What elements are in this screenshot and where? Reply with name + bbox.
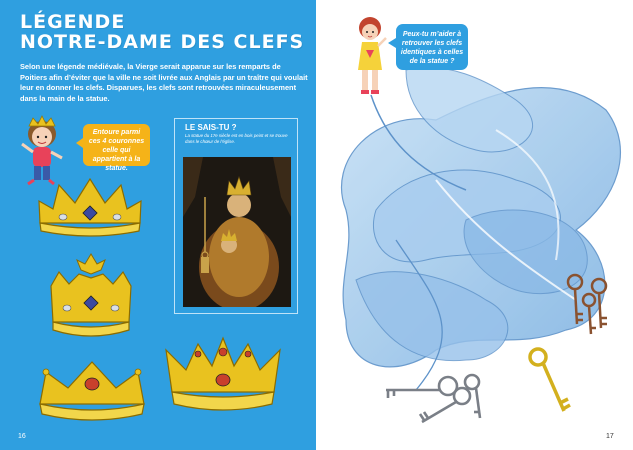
page-number-right: 17 — [606, 433, 614, 440]
crown-2-illustration[interactable] — [45, 252, 137, 340]
left-page — [0, 0, 316, 450]
crown-3-illustration[interactable] — [36, 358, 148, 424]
page-number-left: 16 — [18, 433, 26, 440]
intro-text: Selon une légende médiévale, la Vierge serait apparue sur les remparts de Poitiers afin d’éviter que la ville ne soit livrée aux Anglais par un traître qui voulait leur en donner les clefs. Disparues, les clefs sont retrouvées miraculeusement dans la main de la statue. — [20, 62, 308, 103]
statue-photo — [183, 157, 291, 307]
crown-1-illustration[interactable] — [35, 175, 145, 237]
girl-character-right-illustration — [352, 14, 392, 100]
golden-key-illustration[interactable] — [526, 345, 576, 425]
instruction-bubble-keys: Peux-tu m’aider à retrouver les clefs identiques à celles de la statue ? — [396, 24, 468, 70]
instruction-bubble-crowns: Entoure parmi ces 4 couronnes celle qui appartient à la statue. — [83, 124, 150, 166]
did-you-know-title: LE SAIS-TU ? — [185, 123, 237, 132]
page-title — [20, 12, 304, 52]
title-line-1: LÉGENDE — [20, 11, 126, 33]
did-you-know-text: La statue du 17e siècle est en bois peint et se trouve dans le chœur de l’église. — [185, 133, 288, 144]
right-page — [316, 0, 633, 450]
did-you-know-box — [174, 118, 298, 314]
keys-group-right-illustration[interactable] — [561, 270, 621, 340]
crown-4-illustration[interactable] — [162, 330, 284, 422]
grey-keys-illustration[interactable] — [376, 372, 486, 428]
title-line-2: NOTRE-DAME DES CLEFS — [20, 31, 305, 53]
